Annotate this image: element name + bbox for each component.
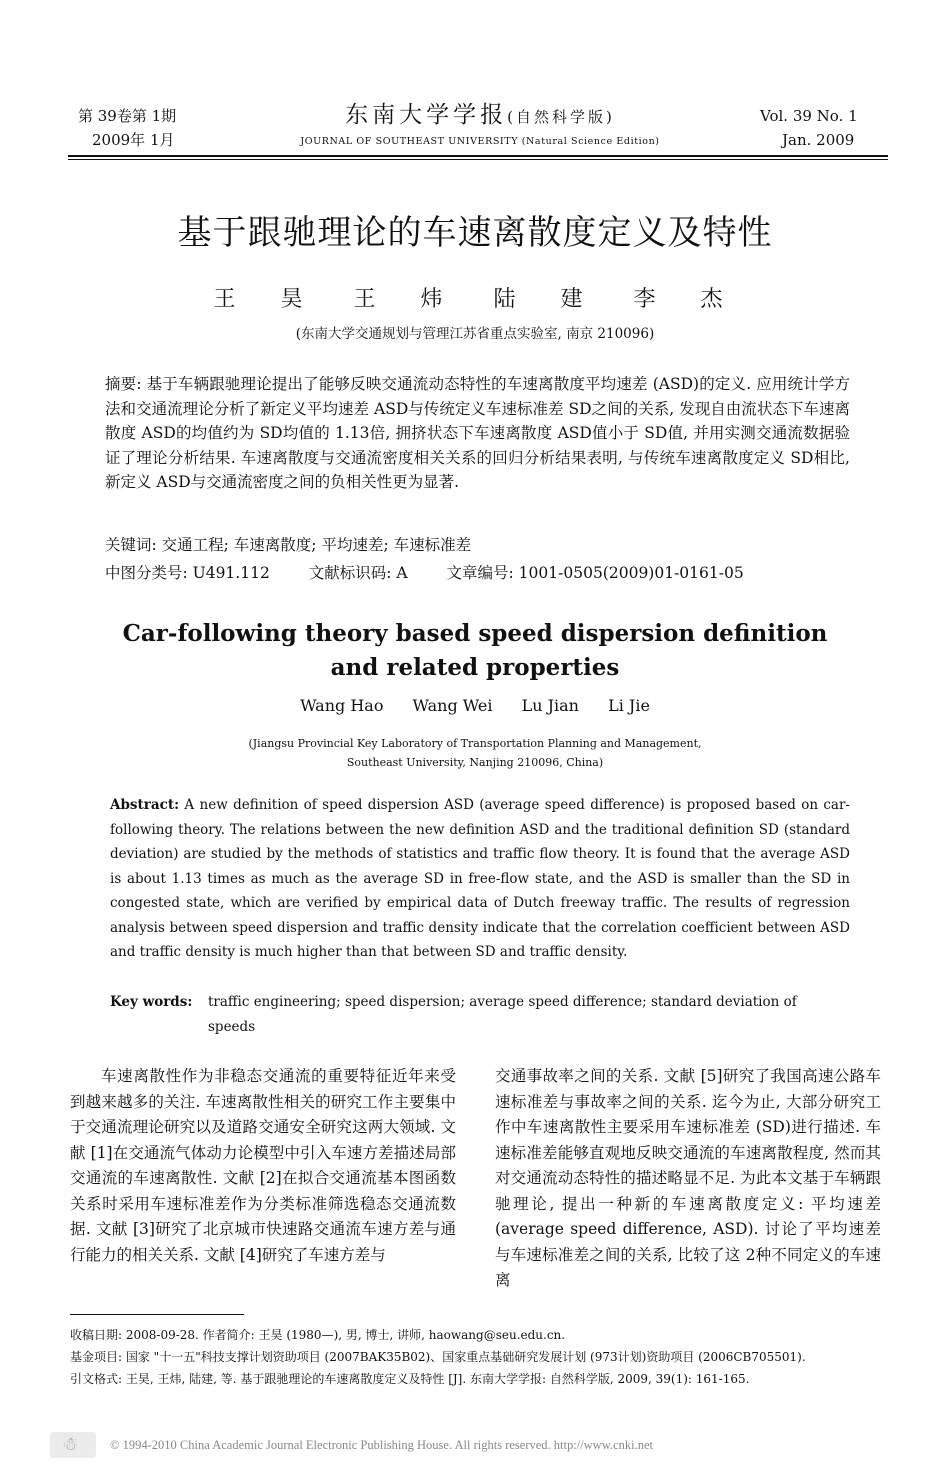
footnote-funding: 基金项目: 国家 "十一五"科技支撑计划资助项目 (2007BAK35B02)、国家重点基础研究发展计划 (973计划)资助项目 (2006CB705501).	[70, 1350, 806, 1364]
journal-title-cn: 东南大学学报	[345, 102, 508, 128]
header-volume-cn	[78, 104, 176, 152]
affiliation-en-line1: (Jiangsu Provincial Key Laboratory of Transportation Planning and Management,	[248, 737, 702, 750]
author-en-3: Lu Jian	[521, 696, 579, 715]
keywords-en-label: Key words:	[110, 994, 193, 1010]
header-rule-thick	[68, 155, 888, 157]
journal-edition-cn: (自然科学版)	[507, 108, 615, 126]
keywords-en	[110, 990, 850, 1039]
paper-title-en-line2: and related properties	[330, 654, 620, 681]
header-vol-issue-cn: 第 39卷第 1期	[78, 107, 177, 125]
authors-cn	[60, 282, 890, 313]
cnki-logo-icon	[50, 1432, 96, 1458]
body-column-left: 车速离散性作为非稳态交通流的重要特征近年来受到越来越多的关注. 车速离散性相关的研究工作主要集中于交通流理论研究以及道路交通安全研究这两大领域. 文献 [1]在交通流气体动力论模型中引入车速方差描述局部交通流的车速离散性. 文献 [2]在拟合交通流基本图函数关系时采用车速标准差作为分类标准筛选稳态交通流数据. 文献 [3]研究了北京城市快速路交通流车速方差与通行能力的相关关系. 文献 [4]研究了车速方差与	[70, 1067, 456, 1264]
paper-title-cn: 基于跟驰理论的车速离散度定义及特性	[177, 213, 773, 253]
authors-en	[60, 696, 890, 715]
author-cn-2: 王 炜	[353, 287, 457, 312]
author-cn-3: 陆 建	[493, 287, 597, 312]
abstract-cn: 摘要: 基于车辆跟驰理论提出了能够反映交通流动态特性的车速离散度平均速差 (ASD)的定义. 应用统计学方法和交通流理论分析了新定义平均速差 ASD与传统定义车速标准差 SD之间的关系, 发现自由流状态下车速离散度 ASD的均值约为 SD均值的 1.13倍, 拥挤状态下车速离散度 ASD值小于 SD值, 并用实测交通流数据验证了理论分析结果. 车速离散度与交通流密度相关关系的回归分析结果表明, 与传统车速离散度定义 SD相比, 新定义 ASD与交通流密度之间的负相关性更为显著.	[105, 375, 850, 491]
header-vol-issue-en: Vol. 39 No. 1	[760, 107, 858, 125]
classification-line	[105, 561, 778, 585]
author-cn-1: 王 昊	[213, 287, 317, 312]
keywords-en-text: traffic engineering; speed dispersion; average speed difference; standard deviation of speeds	[208, 994, 797, 1035]
keywords-cn: 关键词: 交通工程; 车速离散度; 平均速差; 车速标准差	[105, 536, 472, 554]
article-number: 文章编号: 1001-0505(2009)01-0161-05	[446, 564, 744, 582]
affiliation-en	[60, 734, 890, 772]
affiliation-cn: (东南大学交通规划与管理江苏省重点实验室, 南京 210096)	[295, 326, 655, 342]
header-date-cn: 2009年 1月	[92, 131, 175, 149]
footnote-citation: 引文格式: 王昊, 王炜, 陆建, 等. 基于跟驰理论的车速离散度定义及特性 [J]. 东南大学学报: 自然科学版, 2009, 39(1): 161-165.	[70, 1372, 750, 1386]
paper-title-en-line1: Car-following theory based speed dispersion definition	[122, 620, 828, 647]
author-en-1: Wang Hao	[300, 696, 384, 715]
document-code: 文献标识码: A	[308, 564, 408, 582]
body-column-right: 交通事故率之间的关系. 文献 [5]研究了我国高速公路车速标准差与事故率之间的关系. 迄今为止, 大部分研究工作中车速离散性主要采用车速标准差 (SD)进行描述. 车速标准差能够直观地反映交通流的车速离散程度, 然而其对交通流动态特性的描述略显不足. 为此本文基于车辆跟驰理论, 提出一种新的车速离散度定义: 平均速差 (average speed difference, ASD). 讨论了平均速差与车速标准差之间的关系, 比较了这 2种不同定义的车速离	[495, 1067, 881, 1289]
copyright-bar	[50, 1432, 900, 1462]
author-en-2: Wang Wei	[412, 696, 493, 715]
abstract-en-label: Abstract:	[110, 797, 180, 813]
header-rule-thin	[68, 159, 888, 160]
affiliation-en-line2: Southeast University, Nanjing 210096, China)	[346, 756, 604, 769]
abstract-en	[110, 793, 850, 965]
header-journal	[270, 100, 690, 150]
header-volume-en	[760, 104, 890, 152]
copyright-text: © 1994-2010 China Academic Journal Electronic Publishing House. All rights reserved. http://www.cnki.net	[110, 1438, 653, 1452]
header-date-en: Jan. 2009	[782, 131, 855, 149]
author-cn-4: 李 杰	[633, 287, 737, 312]
footnotes	[70, 1324, 890, 1390]
journal-name-cn	[270, 100, 690, 132]
paper-title-en	[60, 617, 890, 685]
footnote-rule	[70, 1314, 244, 1315]
footnote-received: 收稿日期: 2008-09-28. 作者简介: 王昊 (1980—), 男, 博士, 讲师, haowang@seu.edu.cn.	[70, 1328, 566, 1342]
clc-number: 中图分类号: U491.112	[105, 564, 270, 582]
author-en-4: Li Jie	[608, 696, 650, 715]
journal-name-en: JOURNAL OF SOUTHEAST UNIVERSITY (Natural Science Edition)	[300, 136, 660, 147]
abstract-en-text: A new definition of speed dispersion ASD (average speed difference) is proposed based on car-following theory. The relations between the new definition ASD and the traditional definition SD (standard deviation) are studied by the methods of statistics and traffic flow theory. It is found that the average ASD is about 1.13 times as much as the average SD in free-flow state, and the ASD is smaller than the SD in congested state, which are verified by empirical data of Dutch freeway traffic. The results of regression analysis between speed dispersion and traffic density indicate that the correlation coefficient between ASD and traffic density is much higher than that between SD and traffic density.	[110, 797, 850, 960]
